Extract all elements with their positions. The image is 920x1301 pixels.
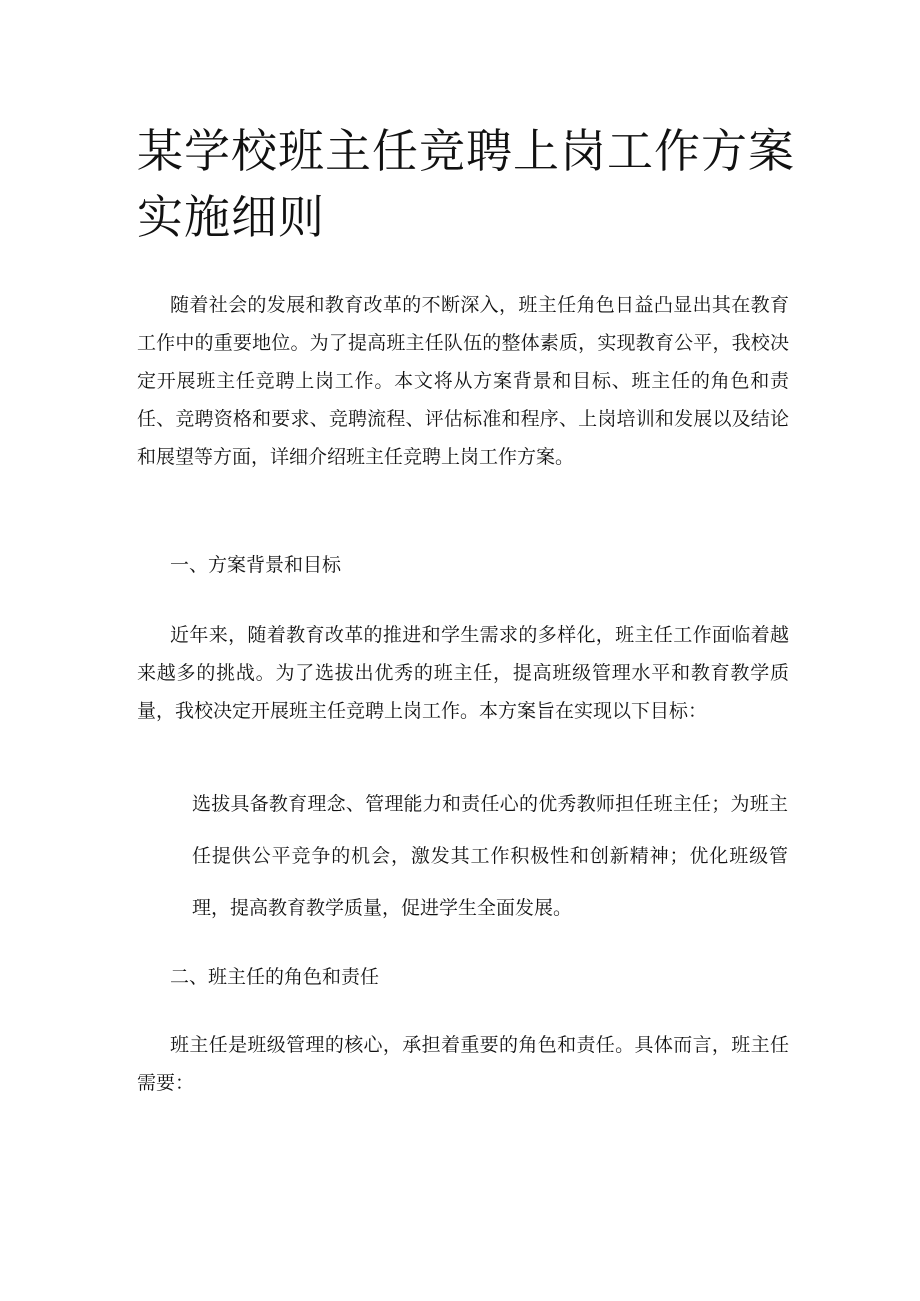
section-1-paragraph: 近年来，随着教育改革的推进和学生需求的多样化，班主任工作面临着越来越多的挑战。为了选拔出优秀的班主任，提高班级管理水平和教育教学质量，我校决定开展班主任竞聘上岗工作。本方案旨在实现以下目标： [137,624,789,722]
section-2-paragraph: 班主任是班级管理的核心，承担着重要的角色和责任。具体而言，班主任需要： [137,1034,789,1094]
intro-paragraph: 随着社会的发展和教育改革的不断深入，班主任角色日益凸显出其在教育工作中的重要地位。为了提高班主任队伍的整体素质，实现教育公平，我校决定开展班主任竞聘上岗工作。本文将从方案背景和目标、班主任的角色和责任、竞聘资格和要求、竞聘流程、评估标准和程序、上岗培训和发展以及结论和展望等方面，详细介绍班主任竞聘上岗工作方案。 [137,294,789,468]
document-title: 某学校班主任竞聘上岗工作方案实施细则 [137,124,795,244]
section-1-goals: 选拔具备教育理念、管理能力和责任心的优秀教师担任班主任；为班主任提供公平竞争的机会，激发其工作积极性和创新精神；优化班级管理，提高教育教学质量，促进学生全面发展。 [192,793,788,919]
section-1-heading: 一、方案背景和目标 [170,554,342,576]
section-2-heading: 二、班主任的角色和责任 [170,966,380,988]
